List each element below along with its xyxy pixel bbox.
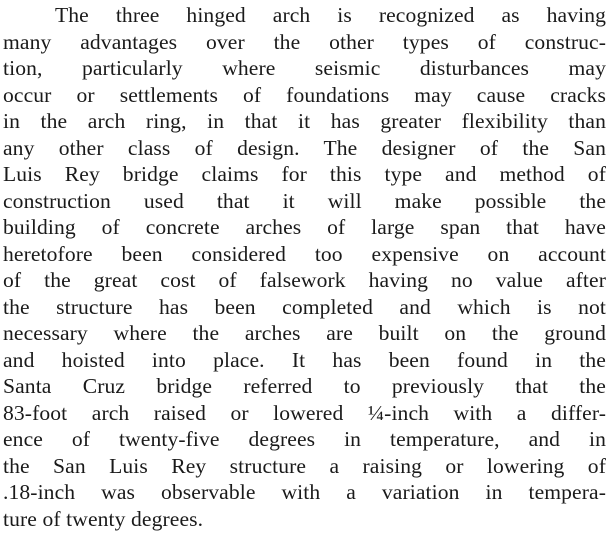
text-line: any other class of design. The designer of the San [3, 135, 606, 160]
text-line: necessary where the arches are built on the ground [3, 321, 606, 345]
text-line: .18-inch was observable with a variation in tempera- [3, 480, 606, 504]
text-line: the San Luis Rey structure a raising or lowering of [3, 453, 606, 478]
text-line: tion, particularly where seismic disturbances may [3, 56, 606, 80]
text-line: construction used that it will make possible the [3, 188, 606, 213]
text-line: and hoisted into place. It has been found in the [3, 347, 606, 372]
text-line: heretofore been considered too expensive on account [3, 241, 606, 266]
text-line: of the great cost of falsework having no value after [3, 268, 606, 292]
paragraph [3, 2, 606, 532]
text-line: The three hinged arch is recognized as having [55, 3, 606, 27]
text-line: Luis Rey bridge claims for this type and method of [3, 162, 606, 186]
text-line: building of concrete arches of large span that have [3, 215, 606, 239]
text-line: the structure has been completed and which is not [3, 294, 606, 319]
text-line: 83-foot arch raised or lowered ¼-inch with a differ- [3, 400, 606, 425]
text-line: ture of twenty degrees. [3, 506, 204, 531]
text-line: ence of twenty-five degrees in temperature, and in [3, 427, 606, 451]
text-line: in the arch ring, in that it has greater flexibility than [3, 109, 606, 133]
text-line: many advantages over the other types of construc- [3, 29, 606, 54]
text-line: Santa Cruz bridge referred to previously that the [3, 374, 606, 398]
text-line: occur or settlements of foundations may cause cracks [3, 82, 606, 107]
